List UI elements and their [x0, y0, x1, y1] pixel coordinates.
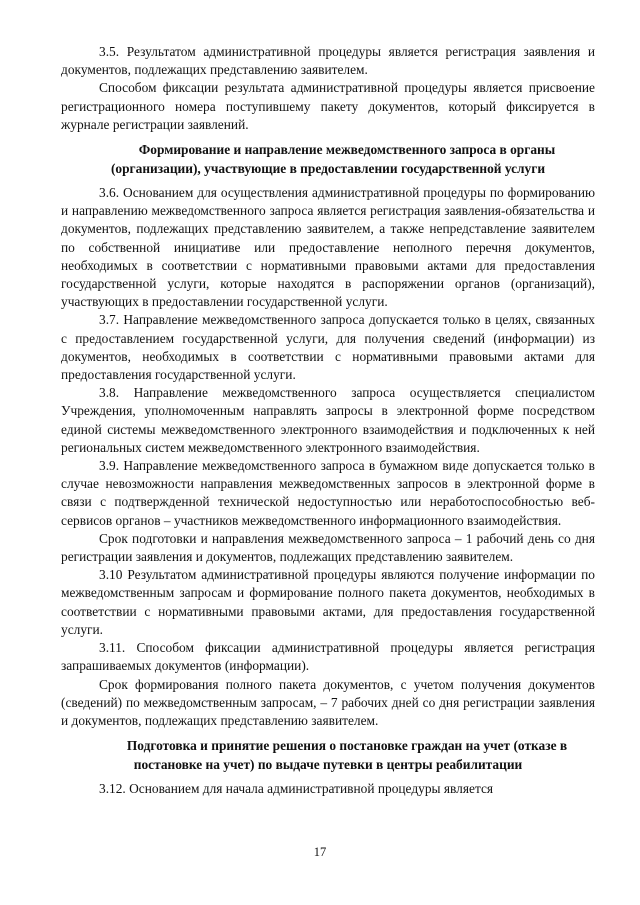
paragraph-3-12: 3.12. Основанием для начала административной процедуры является: [99, 781, 494, 797]
paragraph-3-6: 3.6. Основанием для осуществления административной процедуры по формированию и направлению межведомственного запроса является регистрация заявления-обязательства и документов, подлежащих представлению заявителем, а также непредставление заявителем по собственной инициативе или предоставление неполного перечня документов, необходимых в соответствии с нормативными правовыми актами для предоставления государственной услуги, которые находятся в распоряжении органов (организаций), участвующих в предоставлении государственной услуги.: [61, 185, 595, 310]
section-heading-interagency-request: Формирование и направление межведомственного запроса в органы (организации), участвующие в предоставлении государственной услуги: [110, 142, 556, 176]
section-heading-registration-decision: Подготовка и принятие решения о постановке граждан на учет (отказе в постановке на учет) по выдаче путевки в центры реабилитации: [126, 738, 568, 772]
paragraph-3-8: 3.8. Направление межведомственного запроса осуществляется специалистом Учреждения, уполномоченным направлять запросы в электронной форме посредством единой системы межведомственного электронного взаимодействия и подключенных к ней региональных систем межведомственного электронного взаимодействия.: [61, 385, 595, 455]
paragraph-request-deadline: Срок подготовки и направления межведомственного запроса – 1 рабочий день со дня регистрации заявления и документов, подлежащих представлению заявителем.: [61, 530, 595, 565]
paragraph-3-10: 3.10 Результатом административной процедуры являются получение информации по межведомственным запросам и формирование полного пакета документов, необходимых в соответствии с нормативными правовыми актами, для предоставления государственной услуги.: [61, 567, 595, 637]
paragraph-package-deadline: Срок формирования полного пакета документов, с учетом получения документов (сведений) по межведомственным запросам, – 7 рабочих дней со дня регистрации заявления и документов, подлежащих представлению заявителем.: [61, 676, 595, 728]
paragraph-fixation-method: Способом фиксации результата административной процедуры является присвоение регистрационного номера поступившему пакету документов, который фиксируется в журнале регистрации заявлений.: [61, 80, 595, 132]
document-body: [61, 43, 595, 798]
paragraph-3-7: 3.7. Направление межведомственного запроса допускается только в целях, связанных с предоставлением государственной услуги, для получения сведений (информации) из документов, необходимых в соответствии с нормативными правовыми актами для предоставления государственной услуги.: [61, 312, 595, 383]
paragraph-3-9: 3.9. Направление межведомственного запроса в бумажном виде допускается только в случае невозможности направления межведомственных запросов в электронной форме в связи с подтвержденной технической недоступностью или неработоспособностью веб-сервисов органов – участников межведомственного информационного взаимодействия.: [61, 458, 595, 528]
paragraph-3-5: 3.5. Результатом административной процедуры является регистрация заявления и документов, подлежащих представлению заявителем.: [61, 44, 595, 78]
page-number: 17: [313, 845, 327, 859]
paragraph-3-11: 3.11. Способом фиксации административной процедуры является регистрация запрашиваемых документов (информации).: [61, 640, 595, 674]
